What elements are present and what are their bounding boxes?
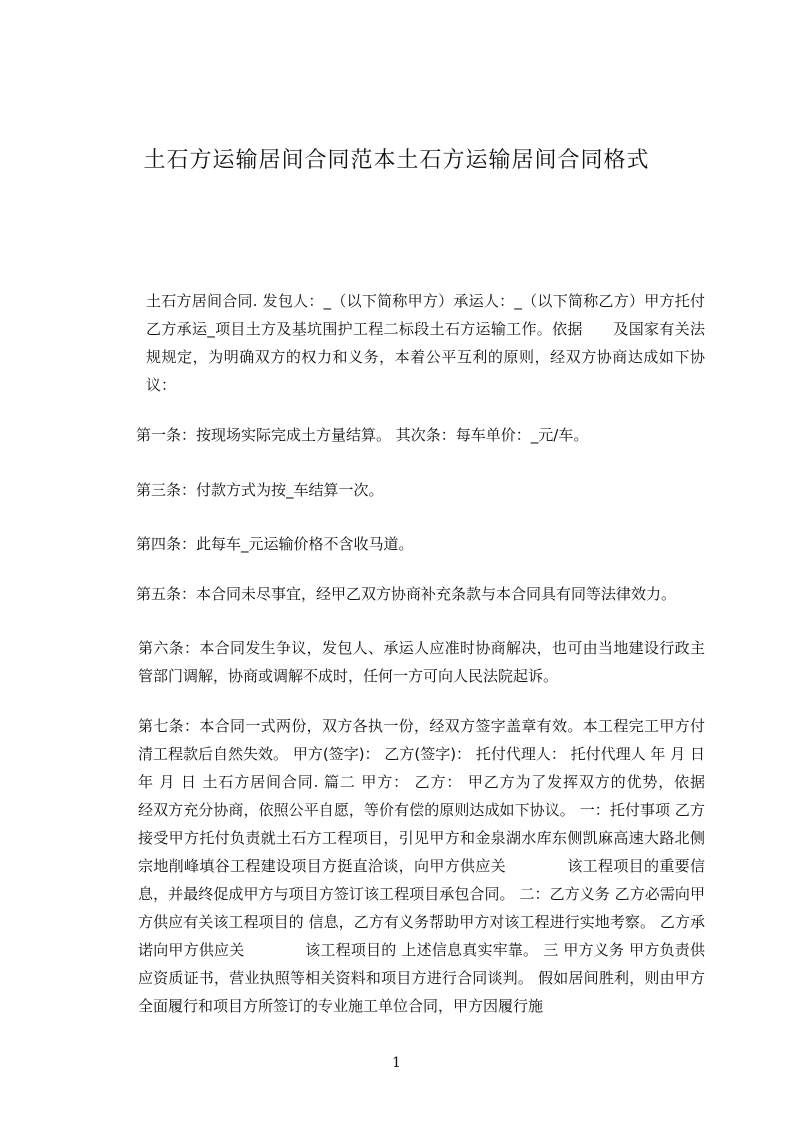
intro-paragraph — [100, 287, 705, 399]
clause-1-2: 第一条：按现场实际完成土方量结算。 其次条：每车单价：_元/车。 — [136, 426, 589, 444]
page-number: 1 — [392, 1055, 401, 1071]
clause-5: 第五条：本合同未尽事宜，经甲乙双方协商补充条款与本合同具有同等法律效力。 — [136, 585, 677, 603]
intro-text: 土石方居间合同. 发包人：_（以下简称甲方）承运人：_（以下简称乙方）甲方托付乙方承运_项目土方及基坑围护工程二标段土石方运输工作。依据 及国家有关法规规定，为明确双方的权力和义务，本着公平互利的原则，经双方协商达成如下协议： — [146, 292, 705, 394]
clause-7: 第七条：本合同一式两份，双方各执一份，经双方签字盖章有效。本工程完工甲方付清工程款后自然失效。 甲方(签字)： 乙方(签字)： 托付代理人： 托付代理人 年 月 日 年 月 日 土石方居间合同. 篇二 甲方： 乙方： 甲乙方为了发挥双方的优势，依据 经双方充分协商，依照公平自愿，等价有偿的原则达成如下协议。 一：托付事项 乙方接受甲方托付负责就土石方工程项目，引见甲方和金泉湖水库东侧凯麻高速大路北侧宗地削峰填谷工程建设项目方挺直洽谈，向甲方供应关 该工程项目的重要信息，并最终促成甲方与项目方签订该工程项目承包合同。 二：乙方义务 乙方必需向甲方供应有关该工程项目的 信息，乙方有义务帮助甲方对该工程进行实地考察。 乙方承诺向甲方供应关 该工程项目的 上述信息真实牢靠。 三 甲方义务 甲方负责供应资质证书，营业执照等相关资料和项目方进行合同谈判。 假如居间胜利，则由甲方全面履行和项目方所签订的专业施工单位合同，甲方因履行施 — [138, 717, 781, 1015]
clause-6-paragraph — [100, 634, 705, 690]
clause-6: 第六条：本合同发生争议，发包人、承运人应准时协商解决，也可由当地建设行政主管部门调解，协商或调解不成时，任何一方可向人民法院起诉。 — [138, 639, 705, 685]
clause-3: 第三条：付款方式为按_车结算一次。 — [136, 481, 384, 499]
document-title: 土石方运输居间合同范本土石方运输居间合同格式 — [143, 148, 650, 173]
clause-7-paragraph — [100, 712, 781, 1020]
clause-4: 第四条：此每车_元运输价格不含收马道。 — [136, 535, 414, 553]
